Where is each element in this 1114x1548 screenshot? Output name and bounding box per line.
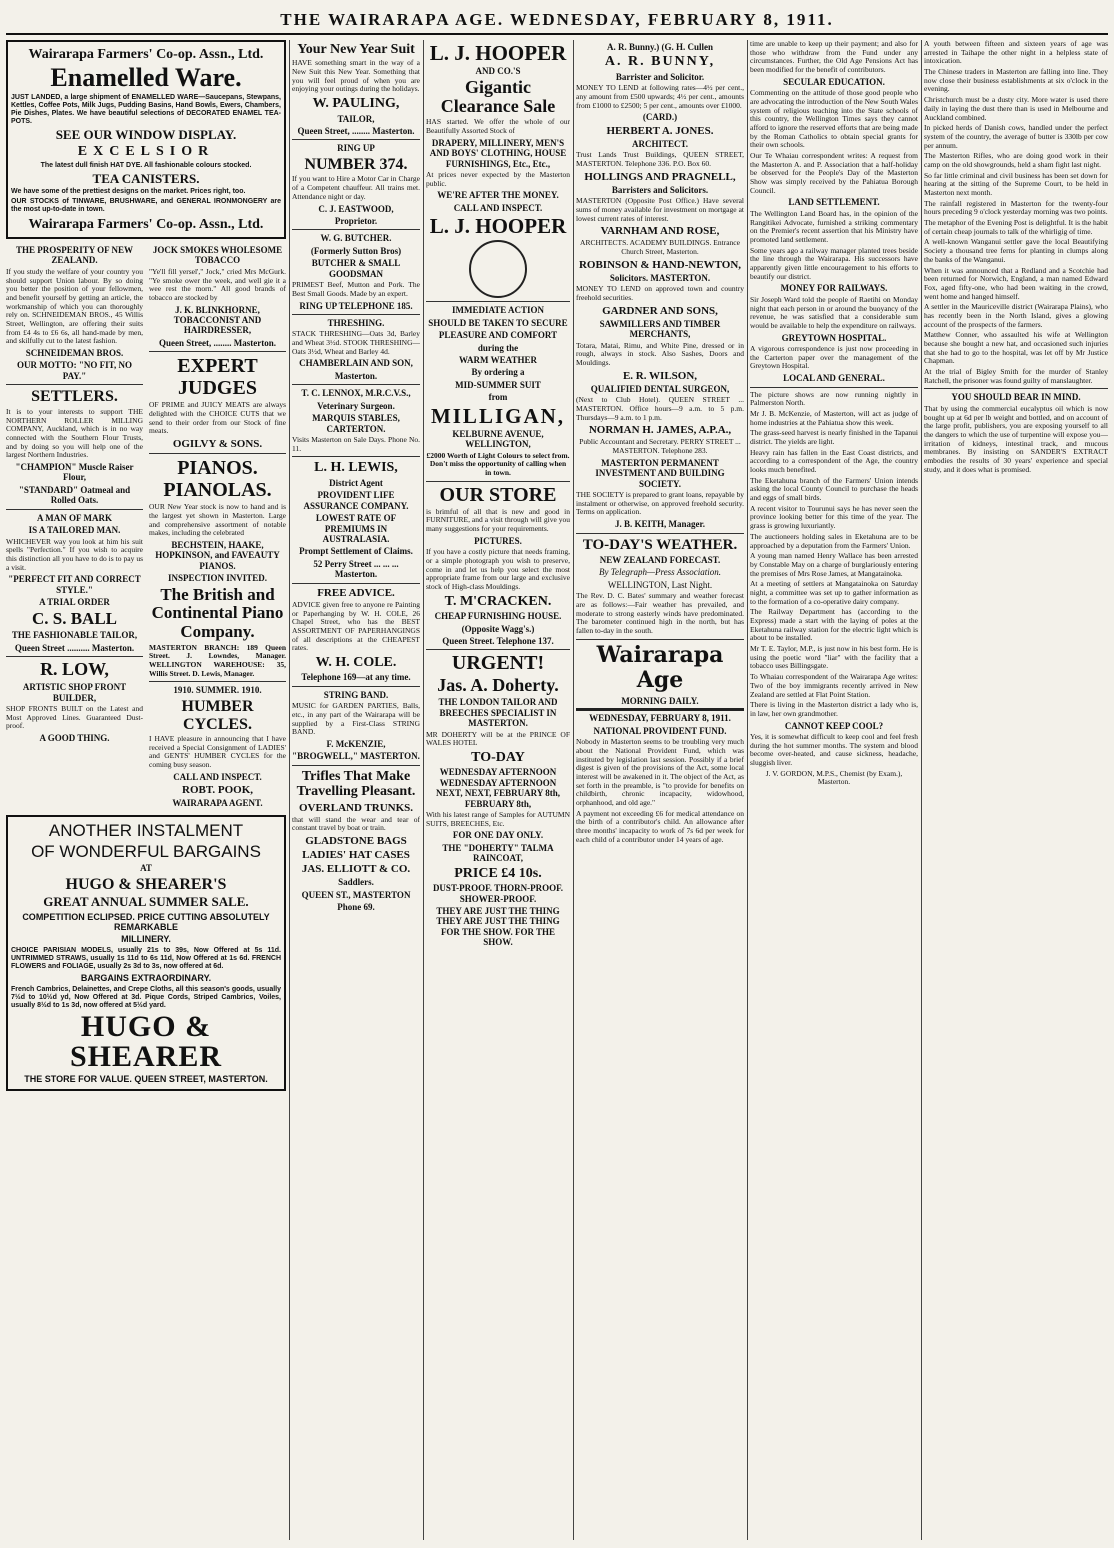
column-6 <box>924 40 1108 1540</box>
editorial-morning: MORNING DAILY. <box>621 695 699 706</box>
pianos-title: PIANOS. PIANOLAS. <box>163 457 272 502</box>
legal-society-who: J. B. KEITH, Manager. <box>615 519 705 530</box>
local-heading: LOCAL AND GENERAL. <box>783 373 885 384</box>
masthead: THE WAIRARAPA AGE. WEDNESDAY, FEBRUARY 8, 1911. <box>280 10 834 29</box>
ball-addr: Queen Street .......... Masterton. <box>14 642 135 653</box>
col5-p8: A young man named Henry Wallace has been arrested by Constable May on a charge of burglariously entering the premises of Mrs Rose James, at Mangatainoka. <box>750 551 918 578</box>
cycles-body: I HAVE pleasure in announcing that I have received a Special Consignment of LADIES' and GENTS' HUMBER CYCLES for the coming busy season. <box>149 734 286 770</box>
col5-p6: A recent visitor to Tourunui says he has never seen the province looking better for this time of the year. The grass is growing luxuriantly. <box>750 503 918 531</box>
divider <box>149 453 286 454</box>
bargains-sale: GREAT ANNUAL SUMMER SALE. <box>43 894 249 910</box>
crest-icon <box>469 240 527 298</box>
low-role: ARTISTIC SHOP FRONT BUILDER, <box>22 682 127 703</box>
prosperity-firm: SCHNEIDEMAN BROS. <box>25 348 124 358</box>
divider <box>292 456 420 457</box>
lewis-body: LOWEST RATE OF PREMIUMS IN AUSTRALASIA. <box>315 513 397 545</box>
settlers-title: SETTLERS. <box>31 388 118 406</box>
trifles-who: JAS. ELLIOTT & CO. <box>301 863 411 876</box>
threshing-who: CHAMBERLAIN AND SON, <box>299 358 413 369</box>
legal-society-body: THE SOCIETY is prepared to grant loans, repayable by instalment or otherwise, on approved freehold security. Terms on application. <box>576 490 744 517</box>
col6-p7: The rainfall registered in Masterton for the twenty-four hours preceding 9 o'clock yesterday morning was two points. <box>924 198 1108 217</box>
col6-p6: So far little criminal and civil business has been set down for hearing at the sitting of the Supreme Court, to be held in Masterton next month. <box>924 170 1108 197</box>
divider <box>6 384 143 385</box>
farmers-tea-body: We have some of the prettiest designs on the market. Prices right, too. <box>11 188 246 196</box>
column-5 <box>750 40 918 1540</box>
trifles-title: Trifles That Make Travelling Pleasant. <box>296 768 416 800</box>
milligan-weather: WARM WEATHER <box>459 355 537 365</box>
settlers-champion: "CHAMPION" Muscle Raiser Flour, <box>15 462 134 483</box>
column-3 <box>426 40 570 1540</box>
col6-p5: The Masterton Rifles, who are doing good work in their camp on the old showgrounds, held a sham fight last night. <box>924 151 1108 169</box>
hooper-gigantic: Gigantic Clearance Sale <box>440 77 556 117</box>
farmers-body: JUST LANDED, a large shipment of ENAMELLED WARE—Saucepans, Stewpans, Kettles, Coffee Pots, Milk Jugs, Pudding Basins, Hand Bowls, Ewers, Chambers, Pie Dishes, Plates. We have beautiful selections of DECORATED ENAMEL TEA-POTS. <box>11 93 281 126</box>
legal-gardner-body: Totara, Matai, Rimu, and White Pine, dressed or in rough, always in stock. Also Sashes, Doors and Mouldings. <box>576 340 744 367</box>
advice-title: FREE ADVICE. <box>317 586 395 599</box>
bear-heading: YOU SHOULD BEAR IN MIND. <box>951 392 1081 403</box>
cycles-who: ROBT. POOK, <box>182 784 253 797</box>
bargains-extra-body: French Cambrics, Delainettes, and Crepe Cloths, all this season's goods, usually 7½d to 10½d yd, Now Offered at 3d. Pique Cords, Striped Cambrics, Voiles, usually 8½d to 1s 3d, now offered at 5½d yard. <box>11 985 281 1009</box>
col6-p1: A youth between fifteen and sixteen years of age was arrested in Taihape the other night in a helpless state of intoxication. <box>924 40 1108 66</box>
bargains-firm: HUGO & SHEARER'S <box>65 875 227 893</box>
newyear-who: W. PAULING, <box>312 96 400 112</box>
column-divider <box>747 40 748 1540</box>
editorial-body2: A payment not exceeding £6 for medical attendance on the birth of a contributor's child. An allowance after three months' incapacity to work of 7s 6d per week for each child of a contributor under 14 years of age. <box>576 808 744 844</box>
milligan-from: from <box>488 392 508 403</box>
string-title: STRING BAND. <box>323 689 389 700</box>
land-body2: Some years ago a railway manager planted trees beside the line through the Wairarapa. His successors have apparently given little encouragement to his efforts to beautify our district. <box>750 245 918 281</box>
divider <box>6 509 143 510</box>
jock-body: "Ye'll fill yersel'," Jock," cried Mrs McGurk. "Ye smoke ower the week, and well gie it a wee rest the morn." All good brands of tobacco are stocked by <box>149 266 286 302</box>
farmers-excelsior: EXCELSIOR <box>77 144 215 160</box>
legal-james-role: Public Accountant and Secretary. PERRY STREET ... MASTERTON. Telephone 283. <box>579 437 741 456</box>
weather-title: TO-DAY'S WEATHER. <box>582 536 738 553</box>
legal-jones-body: Trust Lands Trust Buildings, QUEEN STREET, MASTERTON. Telephone 336. P.O. Box 60. <box>576 150 744 168</box>
urgent-who: Jas. A. Doherty. <box>437 675 559 696</box>
greytown-body: A vigorous correspondence is just now proceeding in the Carterton paper over the management of the Greytown Hospital. <box>750 344 918 371</box>
urgent-raincoat: THE "DOHERTY" TALMA RAINCOAT, <box>442 842 554 864</box>
jock-title: JOCK SMOKES WHOLESOME TOBACCO <box>152 244 283 266</box>
legal-hollings-role: Barristers and Solicitors. <box>611 184 709 195</box>
legal-card: (CARD.) <box>642 112 678 123</box>
col6-p2: The Chinese traders in Masterton are falling into line. They now close their business establishments at six o'clock in the evening. <box>924 67 1108 94</box>
col4-intro: time are unable to keep up their payment; and also for those who withdraw from the Fund under any circumstances. Further, the Old Age Pensions Act has been modified for the benefit of contributors. <box>750 40 918 75</box>
legal-varnham: VARNHAM AND ROSE, <box>600 225 720 238</box>
farmers-hat: The latest dull finish HAT DYE. All fashionable colours stocked. <box>40 161 252 169</box>
milligan-order: By ordering a <box>471 367 525 378</box>
butcher-ring: RING UP TELEPHONE 185. <box>299 300 413 311</box>
legal-robinson: ROBINSON & HAND-NEWTON, <box>578 258 742 271</box>
cycles-title: HUMBER CYCLES. <box>181 697 254 733</box>
bargains-comp: COMPETITION ECLIPSED. PRICE CUTTING ABSOLUTELY REMARKABLE <box>22 911 270 932</box>
divider <box>576 708 744 711</box>
man-of-mark-tailored: IS A TAILORED MAN. <box>28 525 121 536</box>
milligan-pleasure: PLEASURE AND COMFORT <box>438 330 558 341</box>
threshing-body: STACK THRESHING—Oats 3d, Barley and Wheat 3½d. STOOK THRESHING—Oats 3½d, Wheat and Barley 4d. <box>292 329 420 356</box>
urgent-title: URGENT! <box>451 652 545 675</box>
col6-p10: When it was announced that a Redland and a Scotchie had been returned for Norwich, England, a man named Edward Fox, aged fifty-one, who had been waiting in the crowd, went home and hanged himself. <box>924 265 1108 301</box>
secular-body2: Our Te Whaiau correspondent writes: A request from the Masterton A. and P. Association that a half-holiday be observed for the People's Day of the Masterton Show was simply received by the Pahiatua Borough Council. <box>750 151 918 195</box>
expert-title: EXPERT JUDGES <box>177 355 258 400</box>
bargains-line1: ANOTHER INSTALMENT <box>48 820 244 840</box>
urgent-samples: With his latest range of Samples for AUTUMN SUITS, BREECHES, Etc. <box>426 810 570 828</box>
urgent-days: WEDNESDAY AFTERNOON WEDNESDAY AFTERNOON NEXT, NEXT, FEBRUARY 8th, FEBRUARY 8th, <box>435 767 561 809</box>
editorial-date: WEDNESDAY, FEBRUARY 8, 1911. <box>589 713 731 724</box>
legal-bunny-name: A. R. BUNNY, <box>604 54 716 70</box>
legal-gardner-role: SAWMILLERS AND TIMBER MERCHANTS, <box>599 318 721 340</box>
legal-society: MASTERTON PERMANENT INVESTMENT AND BUILDING SOCIETY. <box>595 457 725 489</box>
british-body: MASTERTON BRANCH: 189 Queen Street. J. Lowndes, Manager. WELLINGTON WAREHOUSE: 35, Willis Street. D. Lewis, Manager. <box>149 642 286 678</box>
bargains-footer: HUGO & SHEARER <box>69 1009 223 1073</box>
pianos-invite: INSPECTION INVITED. <box>167 573 268 584</box>
cycles-call: CALL AND INSPECT. <box>173 771 262 782</box>
editorial-heading: NATIONAL PROVIDENT FUND. <box>593 725 727 736</box>
column-4 <box>576 40 744 1540</box>
milligan-foot: £2000 Worth of Light Colours to select from. Don't miss the opportunity of calling when in town. <box>426 450 570 478</box>
col6-p9: A well-known Wanganui settler gave the local Beautifying Society a thousand tree ferns for planting in clumps along the banks of the Wanganui. <box>924 237 1108 264</box>
divider <box>292 139 420 140</box>
col5-p13: There is living in the Masterton district a lady who is, in law, her own grandmother. <box>750 700 918 718</box>
divider <box>426 301 570 302</box>
divider <box>149 681 286 682</box>
cycles-year: 1910. SUMMER. 1910. <box>173 685 262 696</box>
british-title: The British and Continental Piano Company. <box>151 584 284 642</box>
ourstore-pic-body: If you have a costly picture that needs framing, or a simple photograph you wish to preserve, come in and let us help you select the most appropriate frame from our large and exclusive stock of High-class Mouldings. <box>426 547 570 591</box>
col5-p10: The Railway Department has (according to the Express) made a start with the laying of poles at the Eketahuna railway station for the electric light which is about to be installed. <box>750 607 918 643</box>
farmers-ad <box>6 40 286 239</box>
advice-who: W. H. COLE. <box>315 654 397 670</box>
column-divider <box>423 40 424 1540</box>
col6-p3: Christchurch must be a dusty city. More water is used there daily in laying the dust there than is used in Melbourne and Auckland combined. <box>924 95 1108 122</box>
col5-p5: The Eketahuna branch of the Farmers' Union intends asking the local County Council to purchase the heads and eggs of small birds. <box>750 475 918 503</box>
lewis-addr: 52 Perry Street ... ... ... Masterton. <box>313 558 399 580</box>
cannot-heading: CANNOT KEEP COOL? <box>784 720 884 731</box>
urgent-today: TO-DAY <box>471 749 525 765</box>
land-heading: LAND SETTLEMENT. <box>788 197 880 208</box>
pianos-body: OUR New Year stock is now to hand and is the largest yet shown in Masterton. Large and comprehensive assortment of notable makes, including the celebrated <box>149 502 286 538</box>
settlers-body: It is to your interests to support THE NORTHERN ROLLER MILLING COMPANY, Auckland, which is in no way connected with the Southern Flour Trusts, and by doing so you will help one of the largest Northern Industries. <box>6 406 143 460</box>
prosperity-body: If you study the welfare of your country you should support Union labour. By so doing you better the position of your fellowmen, and benefit yourself by getting an article, the workmanship of which you can thoroughly rely on. SCHNEIDEMAN BROS., 45 Willis Street, Wellington, are offering their suits from £4 4s to £6 6s, all hand-made by men, and skilfully cut to the latest fashion. <box>6 266 143 346</box>
legal-bunny-body: MONEY TO LEND at following rates—4½ per cent., any amount from £500 upwards; 4½ per cent., amounts from £1000 to £2500; 5 per cent., amounts over £1000. <box>576 83 744 110</box>
legal-jones: HERBERT A. JONES. <box>606 124 714 137</box>
weather-sub: NEW ZEALAND FORECAST. <box>599 555 721 566</box>
newyear-addr: Queen Street, ........ Masterton. <box>297 125 415 136</box>
weather-by: By Telegraph—Press Association. <box>599 567 721 578</box>
low-name: R. LOW, <box>40 659 109 680</box>
divider <box>149 351 286 352</box>
trifles-body: that will stand the wear and tear of constant travel by boat or train. <box>292 814 420 833</box>
hooper-name: L. J. HOOPER <box>429 41 567 65</box>
hooper-call: CALL AND INSPECT. <box>453 202 543 213</box>
farmers-stocks: OUR STOCKS of TINWARE, BRUSHWARE, and GENERAL IRONMONGERY are the most up-to-date in town. <box>11 198 281 214</box>
milligan-should: SHOULD BE TAKEN TO SECURE <box>428 317 568 328</box>
farmers-footer: Wairarapa Farmers' Co-op. Assn., Ltd. <box>28 216 264 232</box>
divider <box>426 481 570 482</box>
butcher-role: BUTCHER & SMALL GOODSMAN <box>311 258 401 279</box>
col5-p4: Heavy rain has fallen in the East Coast districts, and according to a correspondent of the Age, the country looks much benefited. <box>750 447 918 474</box>
hooper-co: AND CO.'S <box>475 66 521 77</box>
column-1b <box>149 243 286 811</box>
newyear-role: TAILOR, <box>337 113 375 124</box>
farmers-window: SEE OUR WINDOW DISPLAY. <box>55 127 237 143</box>
col5-p9: At a meeting of settlers at Mangatainoka on Saturday night, a committee was set up to gather information as to the formation of a co-operative dairy company. <box>750 579 918 606</box>
string-addr: "BROGWELL," MASTERTON. <box>292 751 420 762</box>
butcher-who: W. G. BUTCHER. <box>320 233 392 244</box>
milligan-suit: MID-SUMMER SUIT <box>455 379 541 390</box>
string-body: MUSIC for GARDEN PARTIES, Balls, etc., in any part of the Wairarapa will be supplied by a First-Class STRING BAND. <box>292 701 420 737</box>
bargains-tag: THE STORE FOR VALUE. QUEEN STREET, MASTERTON. <box>24 1073 268 1084</box>
divider <box>292 686 420 687</box>
col5-p11: Mr T. E. Taylor, M.P., is just now in his best form. He is using the poetic word "liar" with the facility that a tobacco uses Billingsgate. <box>750 644 918 671</box>
lewis-role: District Agent <box>329 477 383 488</box>
col5-p2: Mr J. B. McKenzie, of Masterton, will act as judge of home industries at the Pahiatua show this week. <box>750 408 918 427</box>
lewis-co: PROVIDENT LIFE ASSURANCE COMPANY. <box>303 490 409 511</box>
hooper-body2: At prices never expected by the Masterton public. <box>426 169 570 188</box>
farmers-title: Enamelled Ware. <box>50 63 242 93</box>
milligan-during: during the <box>477 342 519 353</box>
number-role: Proprietor. <box>334 215 378 226</box>
divider <box>292 583 420 584</box>
farmers-tea: TEA CANISTERS. <box>92 170 200 186</box>
divider <box>292 314 420 315</box>
lewis-who: L. H. LEWIS, <box>314 460 398 476</box>
divider <box>426 649 570 650</box>
ball-role: THE FASHIONABLE TAILOR, <box>11 630 138 641</box>
trifles-trunks: OVERLAND TRUNKS. <box>298 801 414 814</box>
editorial-paper: Wairarapa Age <box>596 641 724 694</box>
advice-phone: Telephone 169—at any time. <box>301 672 411 683</box>
hooper-after: WE'RE AFTER THE MONEY. <box>437 190 559 201</box>
trifles-phone: Phone 69. <box>337 902 375 913</box>
man-of-mark-title: A MAN OF MARK <box>37 512 112 523</box>
ourstore-pictures: PICTURES. <box>474 535 522 546</box>
bear-body: That by using the commercial eucalyptus oil which is now bought up at 6d per lb weight and bottled, and on account of the large profit, publishers, you are exposing yourself to all the dangers to which the use of turpentine will expose you—irritation of kidneys, intestinal track, and mucous membranes. By insisting on SANDER'S EXTRACT embodies the results of 30 years' experience and special study, and it does what is promised. <box>924 403 1108 474</box>
bargains-millinery: MILLINERY. <box>121 934 171 945</box>
urgent-price: PRICE £4 10s. <box>454 865 542 881</box>
column-1-split <box>6 243 286 811</box>
milligan-addr: KELBURNE AVENUE, WELLINGTON, <box>452 428 544 450</box>
threshing-addr: Masterton. <box>334 370 378 381</box>
settlers-standard: "STANDARD" Oatmeal and Rolled Oats. <box>18 484 131 506</box>
legal-bunny-role: Barrister and Solicitor. <box>615 71 705 82</box>
column-1a <box>6 243 143 811</box>
legal-hollings-body: MASTERTON (Opposite Post Office.) Have several sums of money available for investment on mortgage at lowest current rates of interest. <box>576 196 744 223</box>
trifles-addr: QUEEN ST., MASTERTON <box>301 889 411 900</box>
urgent-body: MR DOHERTY will be at the PRINCE OF WALES HOTEL <box>426 729 570 748</box>
money-body: Sir Joseph Ward told the people of Raetihi on Monday night that each person in or around the buoyancy of the revenue, he was satisfied that a considerable sum would be available to help the expenditure on railways. <box>750 294 918 330</box>
butcher-body: PRIMEST Beef, Mutton and Pork. The Best Small Goods. Made by an expert. <box>292 280 420 298</box>
legal-robinson-role: Solicitors. MASTERTON. <box>609 272 711 283</box>
greytown-heading: GREYTOWN HOSPITAL. <box>781 332 887 343</box>
hooper-footer: L. J. HOOPER <box>429 214 567 239</box>
lennox-addr: MARQUIS STABLES, CARTERTON. <box>312 413 400 434</box>
bargains-line2: OF WONDERFUL BARGAINS <box>31 841 261 861</box>
urgent-role: THE LONDON TAILOR AND BREECHES SPECIALIST IN MASTERTON. <box>438 697 558 729</box>
col5-p3: The grass-seed harvest is nearly finished in the Tapanui district. The yields are light. <box>750 428 918 446</box>
bargains-mill-body: CHOICE PARISIAN MODELS, usually 21s to 39s, Now Offered at 5s 11d. UNTRIMMED STRAWS, usually 1s 11d to 6s 11d, Now Offered at 1s 6d. FRENCH FLOWERS and FOLIAGE, usually 2s 3d to 3s, now offered at 6d. <box>11 946 281 971</box>
bargains-at: AT <box>140 863 152 874</box>
bargains-extra: BARGAINS EXTRAORDINARY. <box>80 973 212 984</box>
milligan-immediate: IMMEDIATE ACTION <box>451 305 545 316</box>
lewis-claims: Prompt Settlement of Claims. <box>299 546 413 557</box>
lennox-who: T. C. LENNOX, M.R.C.V.S., <box>301 388 411 399</box>
weather-place: WELLINGTON, Last Night. <box>607 579 713 590</box>
secular-heading: SECULAR EDUCATION. <box>783 76 885 87</box>
hugo-shearer-ad <box>6 815 286 1092</box>
cannot-body: Yes, it is somewhat difficult to keep cool and feel fresh during the hot summer months. The system and blood become over-heated, and cause sickness, headache, sluggish liver. <box>750 732 918 768</box>
prosperity-title: THE PROSPERITY OF NEW ZEALAND. <box>15 244 134 266</box>
expert-firm: OGILVY & SONS. <box>172 438 263 451</box>
divider <box>6 656 143 657</box>
col5-p12: To Whaiau correspondent of the Wairarapa Age writes: Two of the boy immigrants recently arrived in New Zealand are settled at Flat Point Station. <box>750 672 918 699</box>
legal-varnham-role: ARCHITECTS. ACADEMY BUILDINGS. Entrance Church Street, Masterton. <box>580 238 740 257</box>
column-2 <box>292 40 420 1540</box>
masthead-rule <box>6 33 1108 35</box>
low-body: SHOP FRONTS BUILT on the Latest and Most Approved Lines. Guaranteed Dust-proof. <box>6 703 143 731</box>
ourstore-who: T. M'CRACKEN. <box>444 593 552 609</box>
ourstore-role: CHEAP FURNISHING HOUSE. <box>434 611 562 622</box>
col6-p4: In picked herds of Danish cows, handled under the perfect system of the country, the average of butter is 330lb per cow per annum. <box>924 123 1108 150</box>
divider <box>924 388 1108 389</box>
lennox-role: Veterinary Surgeon. <box>317 400 395 411</box>
col6-p13: At the trial of Bigley Smith for the murder of Stanley Ratchell, the prisoner was found guilty of manslaughter. <box>924 367 1108 385</box>
trifles-gladstone: GLADSTONE BAGS <box>305 835 407 848</box>
column-1 <box>6 40 286 1540</box>
money-heading: MONEY FOR RAILWAYS. <box>780 283 888 294</box>
number-body: If you want to Hire a Motor Car in Charge of a Competent chauffeur. All trains met. Attendance night or day. <box>292 174 420 201</box>
milligan-name: MILLIGAN, <box>430 403 566 428</box>
advice-body: ADVICE given free to anyone re Painting or Paperhanging by W. H. COLE, 26 Chapel Street, who has the BEST ASSORTMENT OF PAPERHANGINGS of all descriptions at the CHEAPEST rates. <box>292 599 420 653</box>
weather-body: The Rev. D. C. Bates' summary and weather forecast are as follows:—Fair weather has prevailed, and moderate to strong easterly winds have predominated. The barometer continued high in the north, but has fallen to-day in the south. <box>576 591 744 636</box>
legal-robinson-body: MONEY TO LEND on approved town and country freehold securities. <box>576 284 744 302</box>
cannot-sig: J. V. GORDON, M.P.S., Chemist (by Exam.), Masterton. <box>765 768 903 787</box>
trifles-role: Saddlers. <box>338 877 374 888</box>
prosperity-motto: OUR MOTTO: "NO FIT, NO PAY." <box>17 360 132 381</box>
col5-p1: The picture shows are now running nightly in Palmerston North. <box>750 389 918 408</box>
trifles-hats: LADIES' HAT CASES <box>302 849 410 862</box>
col6-p8: The metaphor of the Evening Post is delightful. It is the habit of certain cheap journals to talk of the whirligig of time. <box>924 218 1108 236</box>
urgent-thorn: DUST-PROOF. THORN-PROOF. SHOWER-PROOF. <box>432 883 564 904</box>
man-of-mark-body: WHICHEVER way you look at him his suit spells "Perfection." If you wish to acquire this distinction all you have to do is to pay us a visit. <box>6 536 143 572</box>
col6-p11: A settler in the Mauriceville district (Wairarapa Plains), who has recently been in the North Island, gives a glowing account of the prospects of the farmers. <box>924 302 1108 329</box>
legal-wilson: E. R. WILSON, <box>622 369 698 382</box>
secular-body: Commenting on the attitude of those good people who are advocating the introduction of the New South Wales system of religious teaching into the State schools of this country, the Wellington Times says they cannot afford to ignore the reserved efforts that are being made by the Roman Catholics to obtain special grants for their own schools. <box>750 88 918 150</box>
ourstore-street: Queen Street. Telephone 137. <box>442 635 554 646</box>
man-of-mark-perfect: "PERFECT FIT AND CORRECT STYLE." <box>8 574 141 595</box>
legal-jones-role: ARCHITECT. <box>631 138 689 149</box>
divider <box>292 765 420 766</box>
threshing-title: THRESHING. <box>327 317 385 328</box>
low-tagline: A GOOD THING. <box>39 733 110 744</box>
string-who: F. McKENZIE, <box>326 739 386 749</box>
number-ring: RING UP <box>337 143 375 154</box>
newyear-title: Your New Year Suit <box>297 42 415 57</box>
editorial-body: Nobody in Masterton seems to be troubling very much about the National Provident Fund, which was instituted by legislation last session. Possibly if a brief digest is given of the provisions of the Act, some local interest will be awakened in it. The object of the Act, as set forth in the preamble, is "to provide for benefits on childbirth, chronic incapacity, widowhood, orphanhood, and old age." <box>576 737 744 807</box>
urgent-foot: THEY ARE JUST THE THING THEY ARE JUST THE THING FOR THE SHOW. FOR THE SHOW. <box>436 906 560 948</box>
man-of-mark-trial: A TRIAL ORDER <box>39 597 110 608</box>
number-who: C. J. EASTWOOD, <box>318 203 394 214</box>
legal-hollings: HOLLINGS AND PRAGNELL, <box>584 170 736 183</box>
divider <box>292 384 420 385</box>
ourstore-title: OUR STORE <box>439 483 557 506</box>
legal-wilson-body: (Next to Club Hotel). QUEEN STREET ... MASTERTON. Office hours—9 a.m. to 5 p.m. Thursdays—9 a.m. to 1 p.m. <box>576 395 744 422</box>
legal-james: NORMAN H. JAMES, A.P.A., <box>588 424 732 437</box>
ourstore-addr: (Opposite Wagg's.) <box>461 623 535 634</box>
cycles-who2: WAIRARAPA AGENT. <box>172 798 263 809</box>
ourstore-body: is brimful of all that is new and good in FURNITURE, and a visit through will give you many suggestions for your requirements. <box>426 506 570 534</box>
number-num: NUMBER 374. <box>304 155 408 173</box>
col5-p7: The auctioneers holding sales in Eketahuna are to be approached by a deputation from the Farmers' Union. <box>750 531 918 550</box>
divider <box>576 639 744 640</box>
lennox-body: Visits Masterton on Sale Days. Phone No. 11. <box>292 435 420 453</box>
divider <box>750 387 918 388</box>
land-body: The Wellington Land Board has, in the opinion of the Rangitikei Advocate, furnished a striking commentary on the Premier's recent assertion that his Ministry have promoted land settlement. <box>750 208 918 244</box>
legal-bunny: A. R. Bunny.) (G. H. Cullen <box>606 42 714 52</box>
divider <box>576 533 744 534</box>
column-divider <box>289 40 290 1540</box>
jock-who: J. K. BLINKHORNE, TOBACCONIST AND HAIRDRESSER, <box>173 304 262 336</box>
hooper-stock: DRAPERY, MILLINERY, MEN'S AND BOYS' CLOTHING, HOUSE FURNISHINGS, Etc., Etc., <box>429 137 567 169</box>
expert-body: OF PRIME and JUICY MEATS are always delighted with the CHOICE CUTS that we send to their order from our Stock of fine meats. <box>149 400 286 436</box>
pianos-makers: BECHSTEIN, HAAKE, HOPKINSON, and FAVEAUTY PIANOS. <box>155 539 280 571</box>
urgent-one: FOR ONE DAY ONLY. <box>452 830 544 841</box>
column-divider <box>573 40 574 1540</box>
legal-wilson-role: QUALIFIED DENTAL SURGEON, <box>590 383 730 394</box>
column-divider <box>921 40 922 1540</box>
ball-name: C. S. BALL <box>31 608 118 628</box>
jock-addr: Queen Street, ........ Masterton. <box>158 337 277 348</box>
butcher-sub: (Formerly Sutton Bros) <box>310 245 402 256</box>
hooper-body: HAS started. We offer the whole of our Beautifully Assorted Stock of <box>426 117 570 135</box>
divider <box>292 229 420 230</box>
col6-p12: Matthew Conner, who assaulted his wife at Wellington because she bought a new hat, and occasioned such injuries that she had to go to the hospital, was let off by Mr Justice Chapman. <box>924 330 1108 366</box>
legal-gardner: GARDNER AND SONS, <box>602 304 718 317</box>
farmers-header: Wairarapa Farmers' Co-op. Assn., Ltd. <box>28 47 264 62</box>
newyear-body: HAVE something smart in the way of a New Suit this New Year. Something that you will feel proud of when you are enjoying your outings during the holidays. <box>292 58 420 94</box>
